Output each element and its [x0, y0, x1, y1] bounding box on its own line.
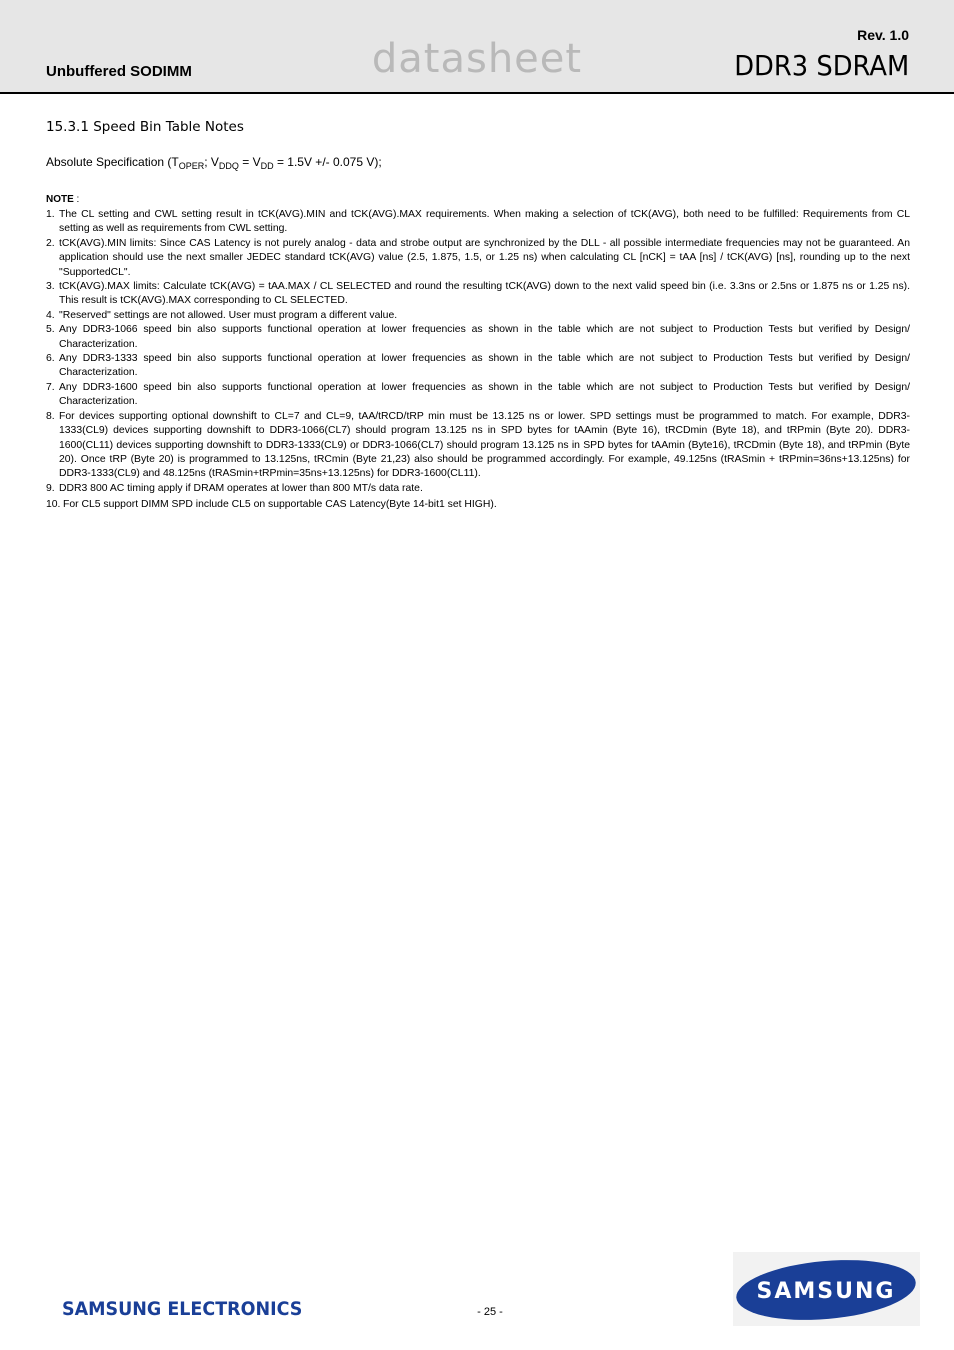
note-heading [46, 194, 79, 205]
notes-list [46, 208, 910, 513]
samsung-logo [733, 1252, 920, 1326]
note-number: 7. [46, 381, 55, 393]
note-item-9 [46, 482, 910, 496]
note-colon: : [73, 194, 80, 205]
note-number: 6. [46, 353, 55, 365]
note-number: 9. [46, 482, 55, 494]
section-title: 15.3.1 Speed Bin Table Notes [46, 119, 244, 135]
note-item-5 [46, 323, 910, 352]
note-text: "Reserved" settings are not allowed. User must program a different value. [59, 309, 398, 321]
product-title: DDR3 SDRAM [733, 49, 909, 82]
note-item-10 [46, 498, 910, 512]
page-header [0, 0, 954, 94]
revision-label: Rev. 1.0 [857, 27, 909, 43]
note-number: 4. [46, 309, 55, 321]
note-number: 5. [46, 324, 55, 336]
abs-spec-prefix: Absolute Specification (T [46, 155, 179, 169]
note-item-2 [46, 237, 910, 280]
logo-wordmark: SAMSUNG [756, 1279, 896, 1304]
note-text: tCK(AVG).MAX limits: Calculate tCK(AVG) = tAA.MAX / CL SELECTED and round the resulting tCK(AVG) down to the next valid speed bin (i.e. 3.3ns or 2.5ns or 1.875 ns or 1.25 ns). This result is tCK(AVG).MAX corresponding to CL SELECTED. [59, 281, 910, 307]
note-text: Any DDR3-1600 speed bin also supports functional operation at lower frequencies as shown in the table which are not subject to Production Tests but verified by Design/ Characterization. [59, 381, 910, 408]
note-number: 8. [46, 410, 55, 422]
abs-spec-mid2: = V [238, 155, 261, 169]
note-text: For devices supporting optional downshift to CL=7 and CL=9, tAA/tRCD/tRP min must be 13.125 ns or lower. SPD settings must be programmed to match. For example, DDR3-1333(CL9) devices supporting downshift to DDR3-1066(CL7) should program 13.125 ns in SPD bytes for tAAmin (Byte 16), tRCDmin (Byte 18), and tRPmin (Byte 20). DDR3-1600(CL11) devices supporting downshift to DDR3-1333(CL9) or DDR3-1066(CL7) should program 13.125 ns in SPD bytes for tAAmin (Byte16), tRCDmin (Byte 18), and tRPmin (Byte 20). Once tRP (Byte 20) is programmed to 13.125ns, tRCmin (Byte 21,23) also should be programmed accordingly. For example, 49.125ns (tRASmin + tRPmin=36ns+13.125ns) for DDR3-1333(CL9) and 48.125ns (tRASmin+tRPmin=35ns+13.125ns) for DDR3-1600(CL11). [59, 410, 910, 480]
note-item-4 [46, 309, 910, 323]
samsung-logo-graphic [733, 1252, 920, 1326]
abs-spec-mid1: ; V [204, 155, 219, 169]
note-text: DDR3 800 AC timing apply if DRAM operates at lower than 800 MT/s data rate. [59, 482, 423, 494]
note-number: 10. [46, 499, 61, 511]
note-label: NOTE [46, 194, 74, 205]
abs-spec-sub-vdd: DD [260, 161, 274, 171]
note-number: 2. [46, 237, 55, 249]
note-text: The CL setting and CWL setting result in tCK(AVG).MIN and tCK(AVG).MAX requirements. When making a selection of tCK(AVG), both need to be fulfilled: Requirements from CL setting as well as requirements from CWL setting. [59, 209, 910, 235]
note-text: For CL5 support DIMM SPD include CL5 on supportable CAS Latency(Byte 14-bit1 set HIGH). [63, 499, 497, 511]
abs-spec-sub-oper: OPER [178, 161, 205, 171]
note-number: 3. [46, 281, 55, 293]
page-number: - 25 - [477, 1306, 503, 1318]
note-number: 1. [46, 209, 55, 220]
product-type: Unbuffered SODIMM [46, 63, 192, 80]
note-item-7 [46, 381, 910, 410]
absolute-specification [46, 155, 382, 171]
abs-spec-sub-vddq: DDQ [218, 161, 239, 171]
note-text: Any DDR3-1066 speed bin also supports functional operation at lower frequencies as shown in the table which are not subject to Production Tests but verified by Design/ Characterization. [59, 324, 910, 350]
datasheet-watermark: datasheet [371, 36, 583, 82]
note-item-1 [46, 208, 910, 237]
note-text: Any DDR3-1333 speed bin also supports functional operation at lower frequencies as shown in the table which are not subject to Production Tests but verified by Design/ Characterization. [59, 353, 910, 379]
note-item-6 [46, 352, 910, 381]
note-text: tCK(AVG).MIN limits: Since CAS Latency is not purely analog - data and strobe output are synchronized by the DLL - all possible intermediate frequencies may not be guaranteed. An application should use the next smaller JEDEC standard tCK(AVG) value (2.5, 1.875, 1.5, or 1.25 ns) when calculating CL [nCK] = tAA [ns] / tCK(AVG) [ns], rounding up to the next "SupportedCL". [59, 237, 910, 278]
note-item-8 [46, 410, 910, 482]
footer-brand: SAMSUNG ELECTRONICS [62, 1298, 303, 1320]
note-item-3 [46, 280, 910, 309]
abs-spec-suffix: = 1.5V +/- 0.075 V); [273, 155, 382, 169]
